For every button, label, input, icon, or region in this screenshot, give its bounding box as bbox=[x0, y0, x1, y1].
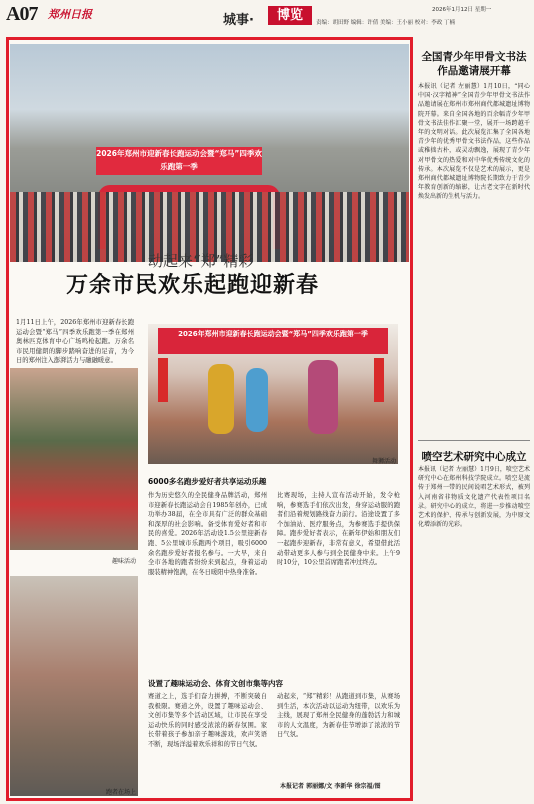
red-flag bbox=[158, 358, 168, 402]
newspaper-name: 郑州日报 bbox=[48, 8, 92, 21]
section-label: 博览 bbox=[268, 6, 312, 25]
red-flag bbox=[374, 358, 384, 402]
lead-paragraph: 1月11日上午，2026年郑州市迎新春长跑运动会暨“郑马”四季欢乐跑第一季在郑州奥林匹克体育中心广场鸣枪起跑。万余名市民用健朗的脚步踏响奋进的足音，为今日的郑州注入澎湃活力与融融暖意。 bbox=[16, 319, 134, 365]
page-header bbox=[0, 0, 534, 30]
kids-caption: 趣味活动 bbox=[111, 558, 136, 565]
issue-date: 2026年1月12日 星期一 bbox=[432, 7, 492, 13]
headline-kicker: 动起来“郑”精彩 bbox=[148, 252, 254, 270]
purple-lion bbox=[308, 360, 338, 434]
staff-credits: 责编：胡田野 编辑：许倩 美编：王小丽 校对：李政 丁楠 bbox=[316, 20, 455, 26]
section1-column-a: 作为历史悠久的全民健身品牌活动，郑州市迎新春长跑运动会自1985年创办，已成功举办38届，在全市具有广泛的群众基础和深厚的社会影响。备受体育爱好者和市民的喜爱。2026年活动设1.5公里迎新春跑、5公里城市乐跑两个项目，吸引6000余名跑步爱好者报名参与。一大早，来自全市各地的跑者纷纷来到起点，身着运动服装精神饱满，在冬日暖阳中热身准备。 bbox=[148, 492, 267, 576]
arch-banner-text: 2026年郑州市迎新春长跑运动会暨“郑马”四季欢乐跑第一季 bbox=[96, 147, 262, 175]
right-headline-1: 全国青少年甲骨文书法作品邀请展开幕 bbox=[421, 51, 527, 77]
section-heading-2: 设置了趣味运动会、体育文创市集等内容 bbox=[148, 679, 283, 688]
runners-caption: 跑者在场上 bbox=[105, 789, 136, 796]
kids-activity-photo bbox=[10, 368, 138, 550]
lion-dance-photo bbox=[148, 324, 398, 464]
section2-column-a: 赛道之上，选手们奋力拼搏，不断突破自我极限。赛道之外，设置了趣味运动会、文创市集等多个活动区域，让市民在享受运动快乐的同时感受浓浓的新春氛围。家长带着孩子参加亲子趣味游戏，欢声笑语不断，现场洋溢着欢乐祥和的节日气氛。 bbox=[148, 693, 267, 748]
section1-column-b: 比赛现场，主持人宣布活动开始，发令枪响，参赛选手们依次出发，身穿运动服的跑者们沿着规划路线奋力前行。沿途设置了多个加油站、医疗服务点，为参赛选手提供保障。跑步爱好者表示，在新年伊始和朋友们一起跑步迎新春，非常有意义，希望借此活动带动更多人参与到全民健身中来。上午9时10分，10公里首席跑者冲过终点。 bbox=[277, 492, 400, 567]
headline: 万余市民欢乐起跑迎新春 bbox=[66, 273, 320, 298]
yellow-lion bbox=[208, 364, 234, 434]
section2-column-b: 动起来，“郑”精彩！从跑道到市集，从赛场到生活，本次活动以运动为纽带，以欢乐为主线，展现了郑州全民健身的蓬勃活力和城市的人文温度，为新春佳节增添了浓浓的节日气氛。 bbox=[277, 693, 400, 739]
section-prefix: 城事· bbox=[223, 13, 254, 28]
right-article-2: 本报讯（记者 左丽慧）1月9日，喷空艺术研究中心在郑州科技学院成立。喷空是流传于郑州一带的民间说唱艺术形式，被列入河南省非物质文化遗产代表性项目名录。研究中心的成立，将进一步推动喷空艺术的保护、传承与创新发展，为中原文化增添新的光彩。 bbox=[418, 466, 530, 529]
lion-caption: 舞狮活动 bbox=[371, 458, 396, 465]
right-headline-2: 喷空艺术研究中心成立 bbox=[421, 451, 527, 463]
runners-photo bbox=[10, 576, 138, 796]
blue-lion bbox=[246, 368, 268, 432]
section-heading-1: 6000多名跑步爱好者共享运动乐趣 bbox=[148, 477, 267, 486]
lion-banner-text: 2026年郑州市迎新春长跑运动会暨“郑马”四季欢乐跑第一季 bbox=[158, 328, 388, 354]
right-article-1: 本报讯（记者 左丽慧）1月10日，“同心中国·汉字精神”全国青少年甲骨文书法作品邀请展在郑州市郑州商代都城遗址博物院开幕。来自全国各地的百余幅青少年甲骨文书法佳作汇聚一堂，展开一场跨越千年的文明对话。此次展览汇集了全国各地青少年的优秀甲骨文书法作品，这些作品或稚拙古朴，或灵动飘逸，展现了青少年对甲骨文的热爱和对中华优秀传统文化的传承。本次展览不仅是艺术的展示，更是郑州商代都城遗址博物院长期致力于青少年教育创新的缩影，让古老文字在新时代焕发出新的生机与活力。 bbox=[418, 83, 530, 201]
page-number: A07 bbox=[6, 3, 38, 25]
column-divider bbox=[418, 440, 530, 441]
byline: 本报记者 郭丽娜/文 李新华 徐宗福/图 bbox=[280, 783, 381, 790]
